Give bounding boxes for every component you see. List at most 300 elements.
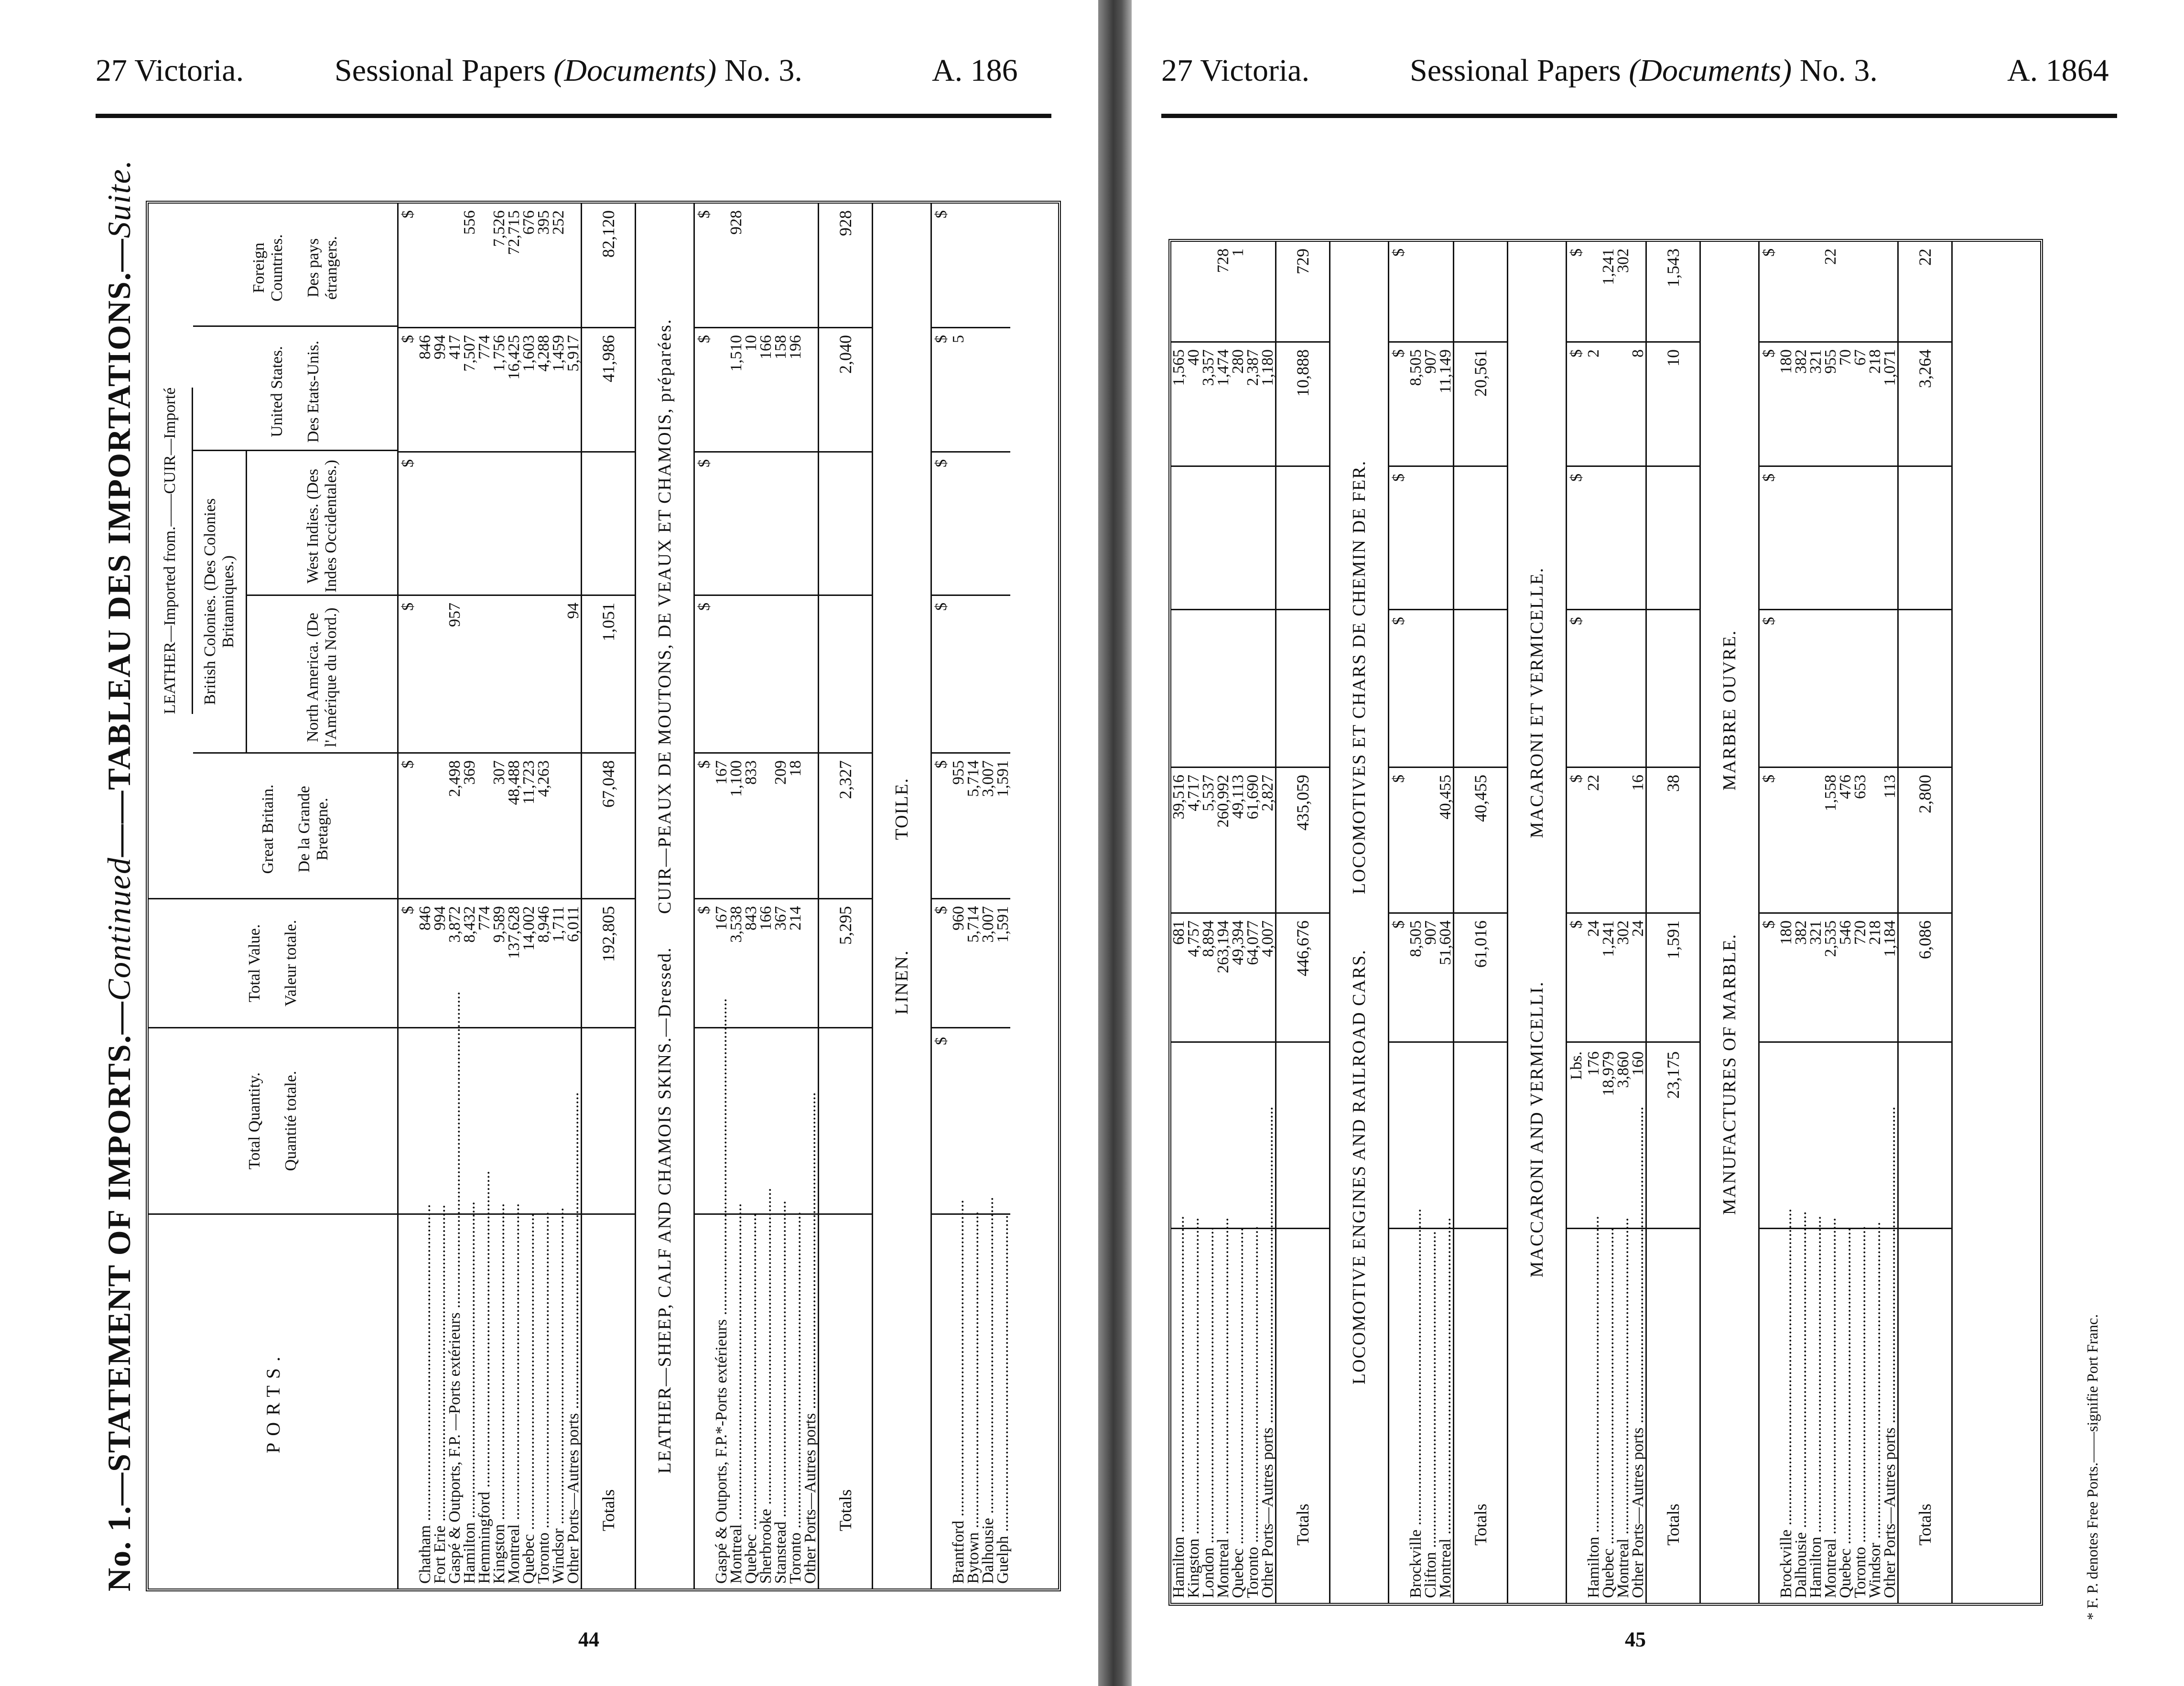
empty-cell [521, 451, 536, 594]
port-name-cell: Dalhousie ..... [981, 1213, 995, 1589]
value-cell: 5,714 [966, 752, 981, 898]
port-name-cell: Other Ports—Autres ports ..... [566, 1213, 581, 1589]
port-name-cell: Stanstead ..... [773, 1213, 788, 1589]
table-row [758, 204, 773, 1589]
left-header-code: A. 186 [932, 53, 1018, 88]
value-cell: 218 [1868, 912, 1882, 1041]
table-row [803, 204, 818, 1589]
value-cell: 720 [1853, 912, 1868, 1041]
table-row [1201, 242, 1216, 1603]
value-cell: 307 [492, 752, 507, 898]
port-name-cell: Other Ports—Autres ports ..... [1882, 1228, 1897, 1603]
value-cell: 546 [1838, 912, 1853, 1041]
value-cell: 382 [1794, 912, 1808, 1041]
col-total-quantity: Total Quantity. Quantité totale. [149, 1027, 397, 1213]
value-cell: 3,538 [729, 898, 744, 1027]
value-cell [477, 752, 492, 898]
empty-cell [1853, 609, 1868, 767]
imported-from-heading: LEATHER—Imported from.——CUIR—Importé [149, 388, 193, 714]
table-row [1808, 242, 1823, 1603]
port-name-cell: Hemmingford ..... [477, 1213, 492, 1589]
right-table-frame: Hamilton ..... 681 39,516 1,565 Kingston ..... 4,757 4,717 40 London ..... 8,894 5,537 3,357 Montreal ..... 263,194 260,992 1,474 728 Quebec ..... 49,394 49,113 280 1 Toronto ..... 64,077 61,690 2,387 Other Ports—Autres ports ..... 4,007 2,827 1,180 Totals 446,676 435,059 10,888 729 LOCOMOTIVE ENGINES AND RAILROAD CARS. LOCOMOTIVES ET CHARS DE CHEMIN DE FER. $ $ $ $ $ $ Brockville ..... 8,505 8,505 Clifton ..... 907 907 Montreal ..... 51,604 40,455 11,149 Totals 61,016 40,455 20,561 MACCARONI AND VERMICELLI. MACARONI ET VERMICELLE. Lbs. $ $ $ $ $ $ Hamilton ..... 176 24 22 2 Quebec ..... 18,979 1,241 1,241 Montreal ..... 3,860 302 302 Other Ports—Autres ports ..... 160 24 16 8 Totals 23,175 1,591 38 10 1,543 MANUFACTURES OF MARBLE. MARBRE OUVRE. $ $ $ $ $ $ Brockville ..... 180 180 Dalhousie ..... 382 382 Hamilton ..... 321 321 Montreal ..... 2,535 1,558 955 22 Quebec ..... 546 476 70 Toronto ..... 720 653 67 Windsor ..... 218 218 Other Ports—Autres ports ..... 1,184 113 1,071 Totals 6,086 2,800 3,264 22 [1168, 239, 2043, 1606]
value-cell: 24 [1631, 912, 1645, 1041]
empty-cell [981, 451, 995, 594]
empty-cell [462, 451, 477, 594]
value-cell [418, 204, 432, 327]
empty-cell [1794, 465, 1808, 609]
value-cell: 1,711 [551, 898, 566, 1027]
empty-cell [773, 1027, 788, 1213]
value-cell [536, 594, 551, 752]
value-cell: 1,459 [551, 327, 566, 451]
value-cell: 1,591 [995, 752, 1010, 898]
empty-cell [981, 204, 995, 327]
value-cell: 22 [1586, 767, 1601, 912]
value-cell [432, 594, 447, 752]
value-cell: 180 [1779, 341, 1794, 465]
empty-cell [447, 451, 462, 594]
value-cell: 321 [1808, 341, 1823, 465]
empty-cell [951, 204, 966, 327]
dressed-leather-heading: LEATHER—SHEEP, CALF AND CHAMOIS SKINS.—Dressed. CUIR—PEAUX DE MOUTONS, DE VEAUX ET CHAMOIS, préparées. [636, 204, 695, 1589]
empty-cell [1808, 609, 1823, 767]
value-cell: 846 [418, 327, 432, 451]
empty-cell [1423, 609, 1438, 767]
value-cell: 2,535 [1823, 912, 1838, 1041]
port-name-cell: Kingston ..... [492, 1213, 507, 1589]
empty-cell [803, 1027, 818, 1213]
empty-cell [1245, 609, 1260, 767]
empty-cell [951, 451, 966, 594]
value-cell: 176 [1586, 1041, 1601, 1228]
value-cell: 7,507 [462, 327, 477, 451]
port-name-cell: Montreal ..... [507, 1213, 521, 1589]
value-cell: 263,194 [1216, 912, 1231, 1041]
value-cell: 94 [566, 594, 581, 752]
empty-cell [507, 1027, 521, 1213]
empty-cell [1794, 609, 1808, 767]
port-name-cell: Other Ports—Autres ports ..... [1260, 1228, 1275, 1603]
value-cell [1260, 242, 1275, 341]
locomotives-rows [1408, 242, 1453, 1603]
value-cell [1171, 242, 1186, 341]
port-name-cell: Montreal ..... [1823, 1228, 1838, 1603]
port-name-cell: Quebec ..... [521, 1213, 536, 1589]
value-cell [803, 898, 818, 1027]
value-cell: 218 [1868, 341, 1882, 465]
value-cell: 48,488 [507, 752, 521, 898]
value-cell: 907 [1423, 341, 1438, 465]
value-cell: 957 [447, 594, 462, 752]
empty-cell [551, 1027, 566, 1213]
table-row [995, 204, 1010, 1589]
table-row [1616, 242, 1631, 1603]
value-cell [966, 327, 981, 451]
marble-heading: MANUFACTURES OF MARBLE. MARBRE OUVRE. [1701, 242, 1760, 1603]
table-row [773, 204, 788, 1589]
port-name-cell: Montreal ..... [1438, 1228, 1453, 1603]
value-cell: 994 [432, 327, 447, 451]
port-name-cell: London ..... [1201, 1228, 1216, 1603]
value-cell [1853, 242, 1868, 341]
value-cell: 653 [1853, 767, 1868, 912]
value-cell: 2 [1586, 341, 1601, 465]
value-cell: 5 [951, 327, 966, 451]
empty-cell [1853, 1041, 1868, 1228]
value-cell [492, 594, 507, 752]
value-cell [1794, 767, 1808, 912]
free-ports-footnote: * F. P. denotes Free Ports.——signifie Port Franc. [2084, 1314, 2101, 1620]
empty-cell [566, 1027, 581, 1213]
table-row [744, 204, 758, 1589]
empty-cell [477, 451, 492, 594]
empty-cell [1260, 1041, 1275, 1228]
port-name-cell: Brockville ..... [1779, 1228, 1794, 1603]
empty-cell [1171, 1041, 1186, 1228]
table-row [447, 204, 462, 1589]
empty-cell [1438, 609, 1453, 767]
table-row [1171, 242, 1186, 1603]
value-cell: 1,180 [1260, 341, 1275, 465]
table-row [1868, 242, 1882, 1603]
right-header-number: No. 3. [1799, 53, 1878, 88]
value-cell: 39,516 [1171, 767, 1186, 912]
empty-cell [803, 451, 818, 594]
port-name-cell: Other Ports—Autres ports ..... [1631, 1228, 1645, 1603]
empty-cell [477, 1027, 492, 1213]
value-cell [1882, 242, 1897, 341]
empty-cell [729, 451, 744, 594]
empty-cell [1216, 1041, 1231, 1228]
value-cell [803, 752, 818, 898]
empty-cell [995, 594, 1010, 752]
value-cell [714, 327, 729, 451]
value-cell: 1,756 [492, 327, 507, 451]
value-cell [981, 327, 995, 451]
empty-cell [1838, 1041, 1853, 1228]
value-cell: 40,455 [1438, 767, 1453, 912]
empty-cell [1438, 1041, 1453, 1228]
col-total-value: Total Value. Valeur totale. [149, 898, 397, 1027]
empty-cell [1586, 609, 1601, 767]
right-header-code: A. 1864 [2007, 53, 2109, 88]
linen-heading: LINEN. TOILE. [873, 204, 932, 1589]
table-row [714, 204, 729, 1589]
port-name-cell: Windsor ..... [1868, 1228, 1882, 1603]
empty-cell [1779, 609, 1794, 767]
table-row [1245, 242, 1260, 1603]
value-cell: 67 [1853, 341, 1868, 465]
value-cell: 833 [744, 752, 758, 898]
right-header-papers-label: Sessional Papers [1410, 53, 1621, 88]
table-row [536, 204, 551, 1589]
right-header-session: 27 Victoria. [1161, 53, 1310, 88]
value-cell [477, 204, 492, 327]
empty-cell [714, 1027, 729, 1213]
value-cell [551, 594, 566, 752]
table-row [966, 204, 981, 1589]
table-row [1853, 242, 1868, 1603]
locomotives-totals-row: Totals 61,016 40,455 20,561 [1453, 242, 1508, 1603]
value-cell [1408, 767, 1423, 912]
empty-cell [1868, 609, 1882, 767]
empty-cell [462, 1027, 477, 1213]
col-north-america: North America. (De l'Amérique du Nord.) [247, 594, 397, 752]
value-cell: 24 [1586, 912, 1601, 1041]
port-name-cell: Fort Erie ..... [432, 1213, 447, 1589]
linen-rows [951, 204, 1010, 1589]
value-cell: 14,002 [521, 898, 536, 1027]
empty-cell [1423, 1041, 1438, 1228]
empty-cell [1882, 465, 1897, 609]
port-name-cell: Montreal ..... [1216, 1228, 1231, 1603]
value-cell: 8,505 [1408, 341, 1423, 465]
value-cell: 369 [462, 752, 477, 898]
value-cell: 10 [744, 327, 758, 451]
empty-cell [1216, 609, 1231, 767]
port-name-cell: Windsor ..... [551, 1213, 566, 1589]
port-name-cell: Sherbrooke ..... [758, 1213, 773, 1589]
value-cell: 2,498 [447, 752, 462, 898]
value-cell [477, 594, 492, 752]
port-name-cell: Guelph ..... [995, 1213, 1010, 1589]
value-cell: 3,007 [981, 898, 995, 1027]
value-cell: 2,827 [1260, 767, 1275, 912]
value-cell [773, 204, 788, 327]
value-cell: 4,007 [1260, 912, 1275, 1041]
empty-cell [714, 451, 729, 594]
empty-cell [1408, 242, 1423, 341]
units-row: $ $ $ $ $ $ [399, 204, 418, 1589]
value-cell: 137,628 [507, 898, 521, 1027]
empty-cell [1631, 465, 1645, 609]
table-row [1631, 242, 1645, 1603]
empty-cell [1423, 242, 1438, 341]
port-name-cell: Hamilton ..... [1808, 1228, 1823, 1603]
empty-cell [432, 1027, 447, 1213]
value-cell [462, 594, 477, 752]
empty-cell [1838, 465, 1853, 609]
empty-cell [1808, 465, 1823, 609]
value-cell [1601, 767, 1616, 912]
value-cell: 167 [714, 898, 729, 1027]
table-row [462, 204, 477, 1589]
empty-cell [758, 594, 773, 752]
empty-cell [995, 204, 1010, 327]
empty-cell [1823, 1041, 1838, 1228]
value-cell: 3,007 [981, 752, 995, 898]
value-cell: 49,394 [1231, 912, 1245, 1041]
table-row [1216, 242, 1231, 1603]
empty-cell [1245, 1041, 1260, 1228]
value-cell [803, 327, 818, 451]
empty-cell [1216, 465, 1231, 609]
value-cell: 1,510 [729, 327, 744, 451]
value-cell: 960 [951, 898, 966, 1027]
port-name-cell: Quebec ..... [1231, 1228, 1245, 1603]
table-row [1231, 242, 1245, 1603]
value-cell: 3,872 [447, 898, 462, 1027]
value-cell: 928 [727, 210, 745, 235]
col-west-indies: West Indies. (Des Indes Occidentales.) [304, 460, 340, 593]
empty-cell [1853, 465, 1868, 609]
empty-cell [1779, 465, 1794, 609]
table-row [951, 204, 966, 1589]
empty-cell [744, 1027, 758, 1213]
value-cell [1423, 767, 1438, 912]
value-cell: 302 [1616, 912, 1631, 1041]
port-name-cell: Hamilton ..... [462, 1213, 477, 1589]
value-cell: 1,474 [1216, 341, 1231, 465]
table-row [492, 204, 507, 1589]
title-main: No. 1.—STATEMENT OF IMPORTS.— [101, 1001, 137, 1591]
empty-cell [744, 594, 758, 752]
value-cell: 64,077 [1245, 912, 1260, 1041]
col-british-colonies: British Colonies. (Des Colonies Britanniques.) North America. (De l'Amérique du Nord.) West Indies. (Des Indes Occidentales.) [193, 450, 397, 752]
table-row [1586, 242, 1601, 1603]
empty-cell [1423, 465, 1438, 609]
value-cell: 167 [714, 752, 729, 898]
empty-cell [981, 594, 995, 752]
col-ports: PORTS. [149, 1213, 397, 1589]
leather-totals-row: Totals 192,805 67,048 1,051 41,986 82,120 [581, 204, 636, 1589]
table-row [1838, 242, 1853, 1603]
value-cell: 8,432 [462, 898, 477, 1027]
empty-cell [744, 451, 758, 594]
marble-totals-row: Totals 6,086 2,800 3,264 22 [1897, 242, 1953, 1603]
value-cell: 774 [477, 898, 492, 1027]
value-cell: 158 [773, 327, 788, 451]
value-cell [1616, 341, 1631, 465]
empty-cell [1201, 1041, 1216, 1228]
empty-cell [447, 1027, 462, 1213]
empty-cell [1882, 609, 1897, 767]
value-cell [507, 594, 521, 752]
empty-cell [1838, 609, 1853, 767]
port-name-cell: Other Ports—Autres ports ..... [803, 1213, 818, 1589]
empty-cell [773, 594, 788, 752]
linen-cont-totals-row: Totals 446,676 435,059 10,888 729 [1275, 242, 1330, 1603]
table-row [1823, 242, 1838, 1603]
value-cell [1808, 767, 1823, 912]
value-cell [432, 752, 447, 898]
value-cell: 49,113 [1231, 767, 1245, 912]
table-row [1438, 242, 1453, 1603]
value-cell: 3,860 [1616, 1041, 1631, 1228]
empty-cell [1882, 1041, 1897, 1228]
port-name-cell: Toronto ..... [788, 1213, 803, 1589]
value-cell: 395 [535, 210, 552, 235]
empty-cell [1201, 465, 1216, 609]
table-row [418, 204, 432, 1589]
right-header-documents: (Documents) [1629, 53, 1792, 88]
value-cell [1868, 767, 1882, 912]
locomotives-heading: LOCOMOTIVE ENGINES AND RAILROAD CARS. LOCOMOTIVES ET CHARS DE CHEMIN DE FER. [1330, 242, 1389, 1603]
value-cell: 367 [773, 898, 788, 1027]
right-table-block [1166, 239, 2043, 1606]
maccaroni-rows [1586, 242, 1645, 1603]
port-name-cell: Kingston ..... [1186, 1228, 1201, 1603]
port-name-cell: Brockville ..... [1408, 1228, 1423, 1603]
value-cell: 8,894 [1201, 912, 1216, 1041]
value-cell [744, 204, 758, 327]
table-row [1408, 242, 1423, 1603]
empty-cell [729, 594, 744, 752]
port-name-cell: Gaspé & Outports, F.P. —Ports extérieurs ..... [447, 1213, 462, 1589]
empty-cell [951, 1027, 966, 1213]
port-name-cell: Gaspé & Outports, F.P.*-Ports extérieurs ..... [714, 1213, 729, 1589]
empty-cell [1231, 609, 1245, 767]
column-header-row [149, 204, 399, 1589]
value-cell [521, 594, 536, 752]
maccaroni-totals-row: Totals 23,175 1,591 38 10 1,543 [1645, 242, 1701, 1603]
value-cell: 166 [758, 898, 773, 1027]
left-top-rule [96, 114, 1051, 118]
value-cell [1601, 341, 1616, 465]
value-cell: 1,100 [729, 752, 744, 898]
value-cell: 556 [461, 210, 478, 235]
value-cell: 11,149 [1438, 341, 1453, 465]
value-cell [447, 204, 462, 327]
value-cell [1779, 767, 1794, 912]
port-name-cell: Quebec ..... [744, 1213, 758, 1589]
port-name-cell: Dalhousie ..... [1794, 1228, 1808, 1603]
empty-cell [966, 204, 981, 327]
empty-cell [551, 451, 566, 594]
value-cell [1868, 242, 1882, 341]
value-cell: 61,690 [1245, 767, 1260, 912]
value-cell [1201, 242, 1216, 341]
value-cell: 846 [418, 898, 432, 1027]
empty-cell [1171, 465, 1186, 609]
port-name-cell: Toronto ..... [1853, 1228, 1868, 1603]
right-header-papers [1410, 53, 1878, 89]
value-cell: 843 [744, 898, 758, 1027]
value-cell: 774 [477, 327, 492, 451]
value-cell: 196 [788, 327, 803, 451]
table-row [507, 204, 521, 1589]
value-cell [418, 594, 432, 752]
value-cell: 5,917 [566, 327, 581, 451]
value-cell: 1,565 [1171, 341, 1186, 465]
value-cell: 9,589 [492, 898, 507, 1027]
empty-cell [1586, 465, 1601, 609]
value-cell: 5,537 [1201, 767, 1216, 912]
left-header-papers-label: Sessional Papers [335, 53, 546, 88]
value-cell [432, 204, 447, 327]
empty-cell [1231, 465, 1245, 609]
value-cell: 22 [1822, 249, 1839, 265]
table-row [1260, 242, 1275, 1603]
empty-cell [1868, 465, 1882, 609]
port-name-cell: Toronto ..... [536, 1213, 551, 1589]
col-united-states: United States. Des Etats-Unis. [193, 325, 397, 450]
left-header-documents: (Documents) [553, 53, 717, 88]
leather-rows [418, 204, 581, 1589]
empty-cell [1438, 242, 1453, 341]
table-row [432, 204, 447, 1589]
value-cell: 209 [773, 752, 788, 898]
value-cell: 8,505 [1408, 912, 1423, 1041]
empty-cell [788, 1027, 803, 1213]
table-row [1794, 242, 1808, 1603]
value-cell: 4,757 [1186, 912, 1201, 1041]
empty-cell [758, 1027, 773, 1213]
value-cell: 280 [1231, 341, 1245, 465]
value-cell: 3,357 [1201, 341, 1216, 465]
value-cell: 4,717 [1186, 767, 1201, 912]
value-cell: 51,604 [1438, 912, 1453, 1041]
